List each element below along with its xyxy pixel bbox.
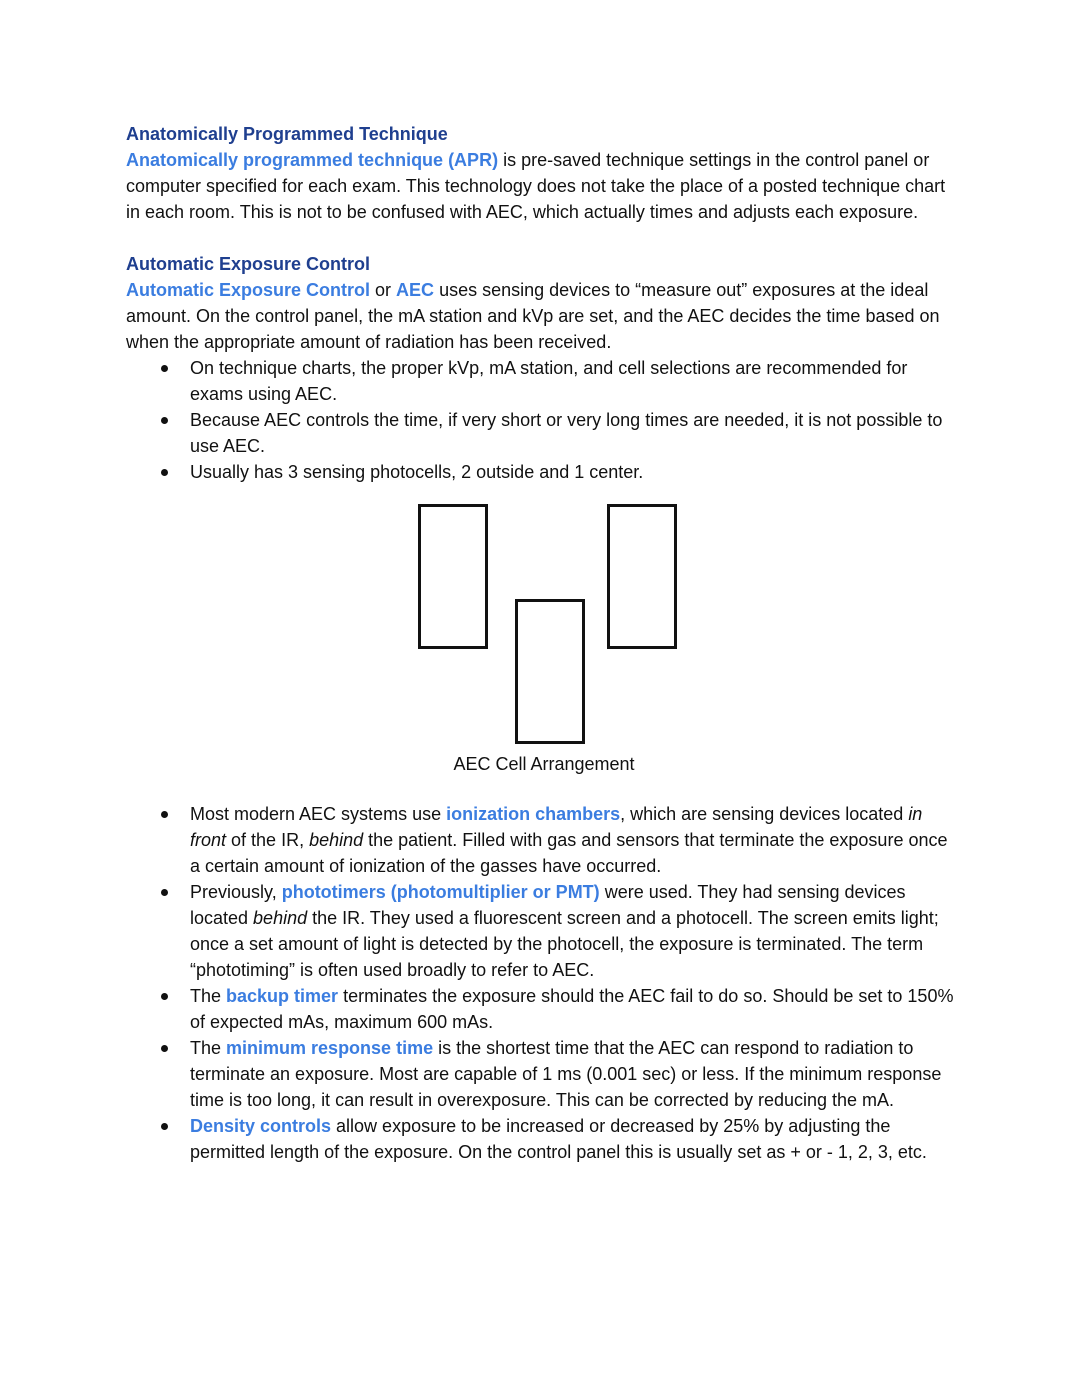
text: or	[370, 280, 397, 300]
list-item	[190, 1035, 958, 1113]
text: of the IR,	[226, 830, 310, 850]
list-item: On technique charts, the proper kVp, mA station, and cell selections are recommended for exams using AEC.	[190, 355, 958, 407]
list-item	[190, 801, 958, 879]
list-item	[190, 879, 958, 983]
figure-caption: AEC Cell Arrangement	[453, 754, 635, 774]
text: The	[190, 1038, 227, 1058]
text: uses sensing devices to “measure out” exposures at the ideal amount. On the control panel, the mA station and kVp are set, and the AEC decides the time based on when the appropriate amount of radiation has been received.	[126, 280, 940, 352]
list-item: Usually has 3 sensing photocells, 2 outside and 1 center.	[190, 459, 958, 485]
document-page	[126, 121, 958, 1165]
text: is the shortest time that the AEC can respond to radiation to terminate an exposure. Most are capable of 1 ms (0.001 sec) or less. If the minimum response time is too long, it can result in overexposure. This can be corrected by reducing the mA.	[190, 1038, 942, 1110]
list-item: Because AEC controls the time, if very short or very long times are needed, it is not possible to use AEC.	[190, 407, 958, 459]
text: Previously,	[190, 882, 282, 902]
emphasis: behind	[309, 830, 364, 850]
list-item	[190, 1113, 958, 1165]
text: were used. They had sensing devices located	[190, 882, 906, 928]
photocell-right	[607, 504, 677, 649]
photocell-left	[418, 504, 488, 649]
term-ionization-chambers: ionization chambers	[446, 804, 621, 824]
list-item	[190, 983, 958, 1035]
term-density-controls: Density controls	[190, 1116, 332, 1136]
text: Most modern AEC systems use	[190, 804, 447, 824]
term-apr: Anatomically programmed technique (APR)	[126, 150, 499, 170]
text: the patient. Filled with gas and sensors that terminate the exposure once a certain amount of ionization of the gasses have occurred.	[190, 830, 948, 876]
emphasis: in front	[190, 804, 923, 850]
aec-cell-figure	[126, 485, 958, 801]
term-aec: AEC	[396, 280, 435, 300]
text: the IR. They used a fluorescent screen and a photocell. The screen emits light; once a set amount of light is detected by the photocell, the exposure is terminated. The term “phototiming” is often used broadly to refer to AEC.	[190, 908, 939, 980]
term-backup-timer: backup timer	[226, 986, 339, 1006]
emphasis: behind	[253, 908, 308, 928]
text: is pre-saved technique settings in the control panel or computer specified for each exam. This technology does not take the place of a posted technique chart in each room. This is not to be confused with AEC, which actually times and adjusts each exposure.	[126, 150, 946, 222]
text: , which are sensing devices located	[620, 804, 909, 824]
text: allow exposure to be increased or decreased by 25% by adjusting the permitted length of the exposure. On the control panel this is usually set as + or - 1, 2, 3, etc.	[190, 1116, 927, 1162]
term-minimum-response-time: minimum response time	[226, 1038, 434, 1058]
text: The	[190, 986, 227, 1006]
bullet-list-2	[126, 801, 958, 1165]
apr-paragraph	[126, 147, 958, 225]
term-aec-full: Automatic Exposure Control	[126, 280, 371, 300]
photocell-center	[515, 599, 585, 744]
text: terminates the exposure should the AEC fail to do so. Should be set to 150% of expected mAs, maximum 600 mAs.	[190, 986, 954, 1032]
aec-paragraph	[126, 277, 958, 355]
bullet-list-1	[126, 355, 958, 485]
term-phototimers: phototimers (photomultiplier or PMT)	[281, 882, 600, 902]
heading-apr: Anatomically Programmed Technique	[126, 124, 448, 144]
heading-aec: Automatic Exposure Control	[126, 254, 371, 274]
